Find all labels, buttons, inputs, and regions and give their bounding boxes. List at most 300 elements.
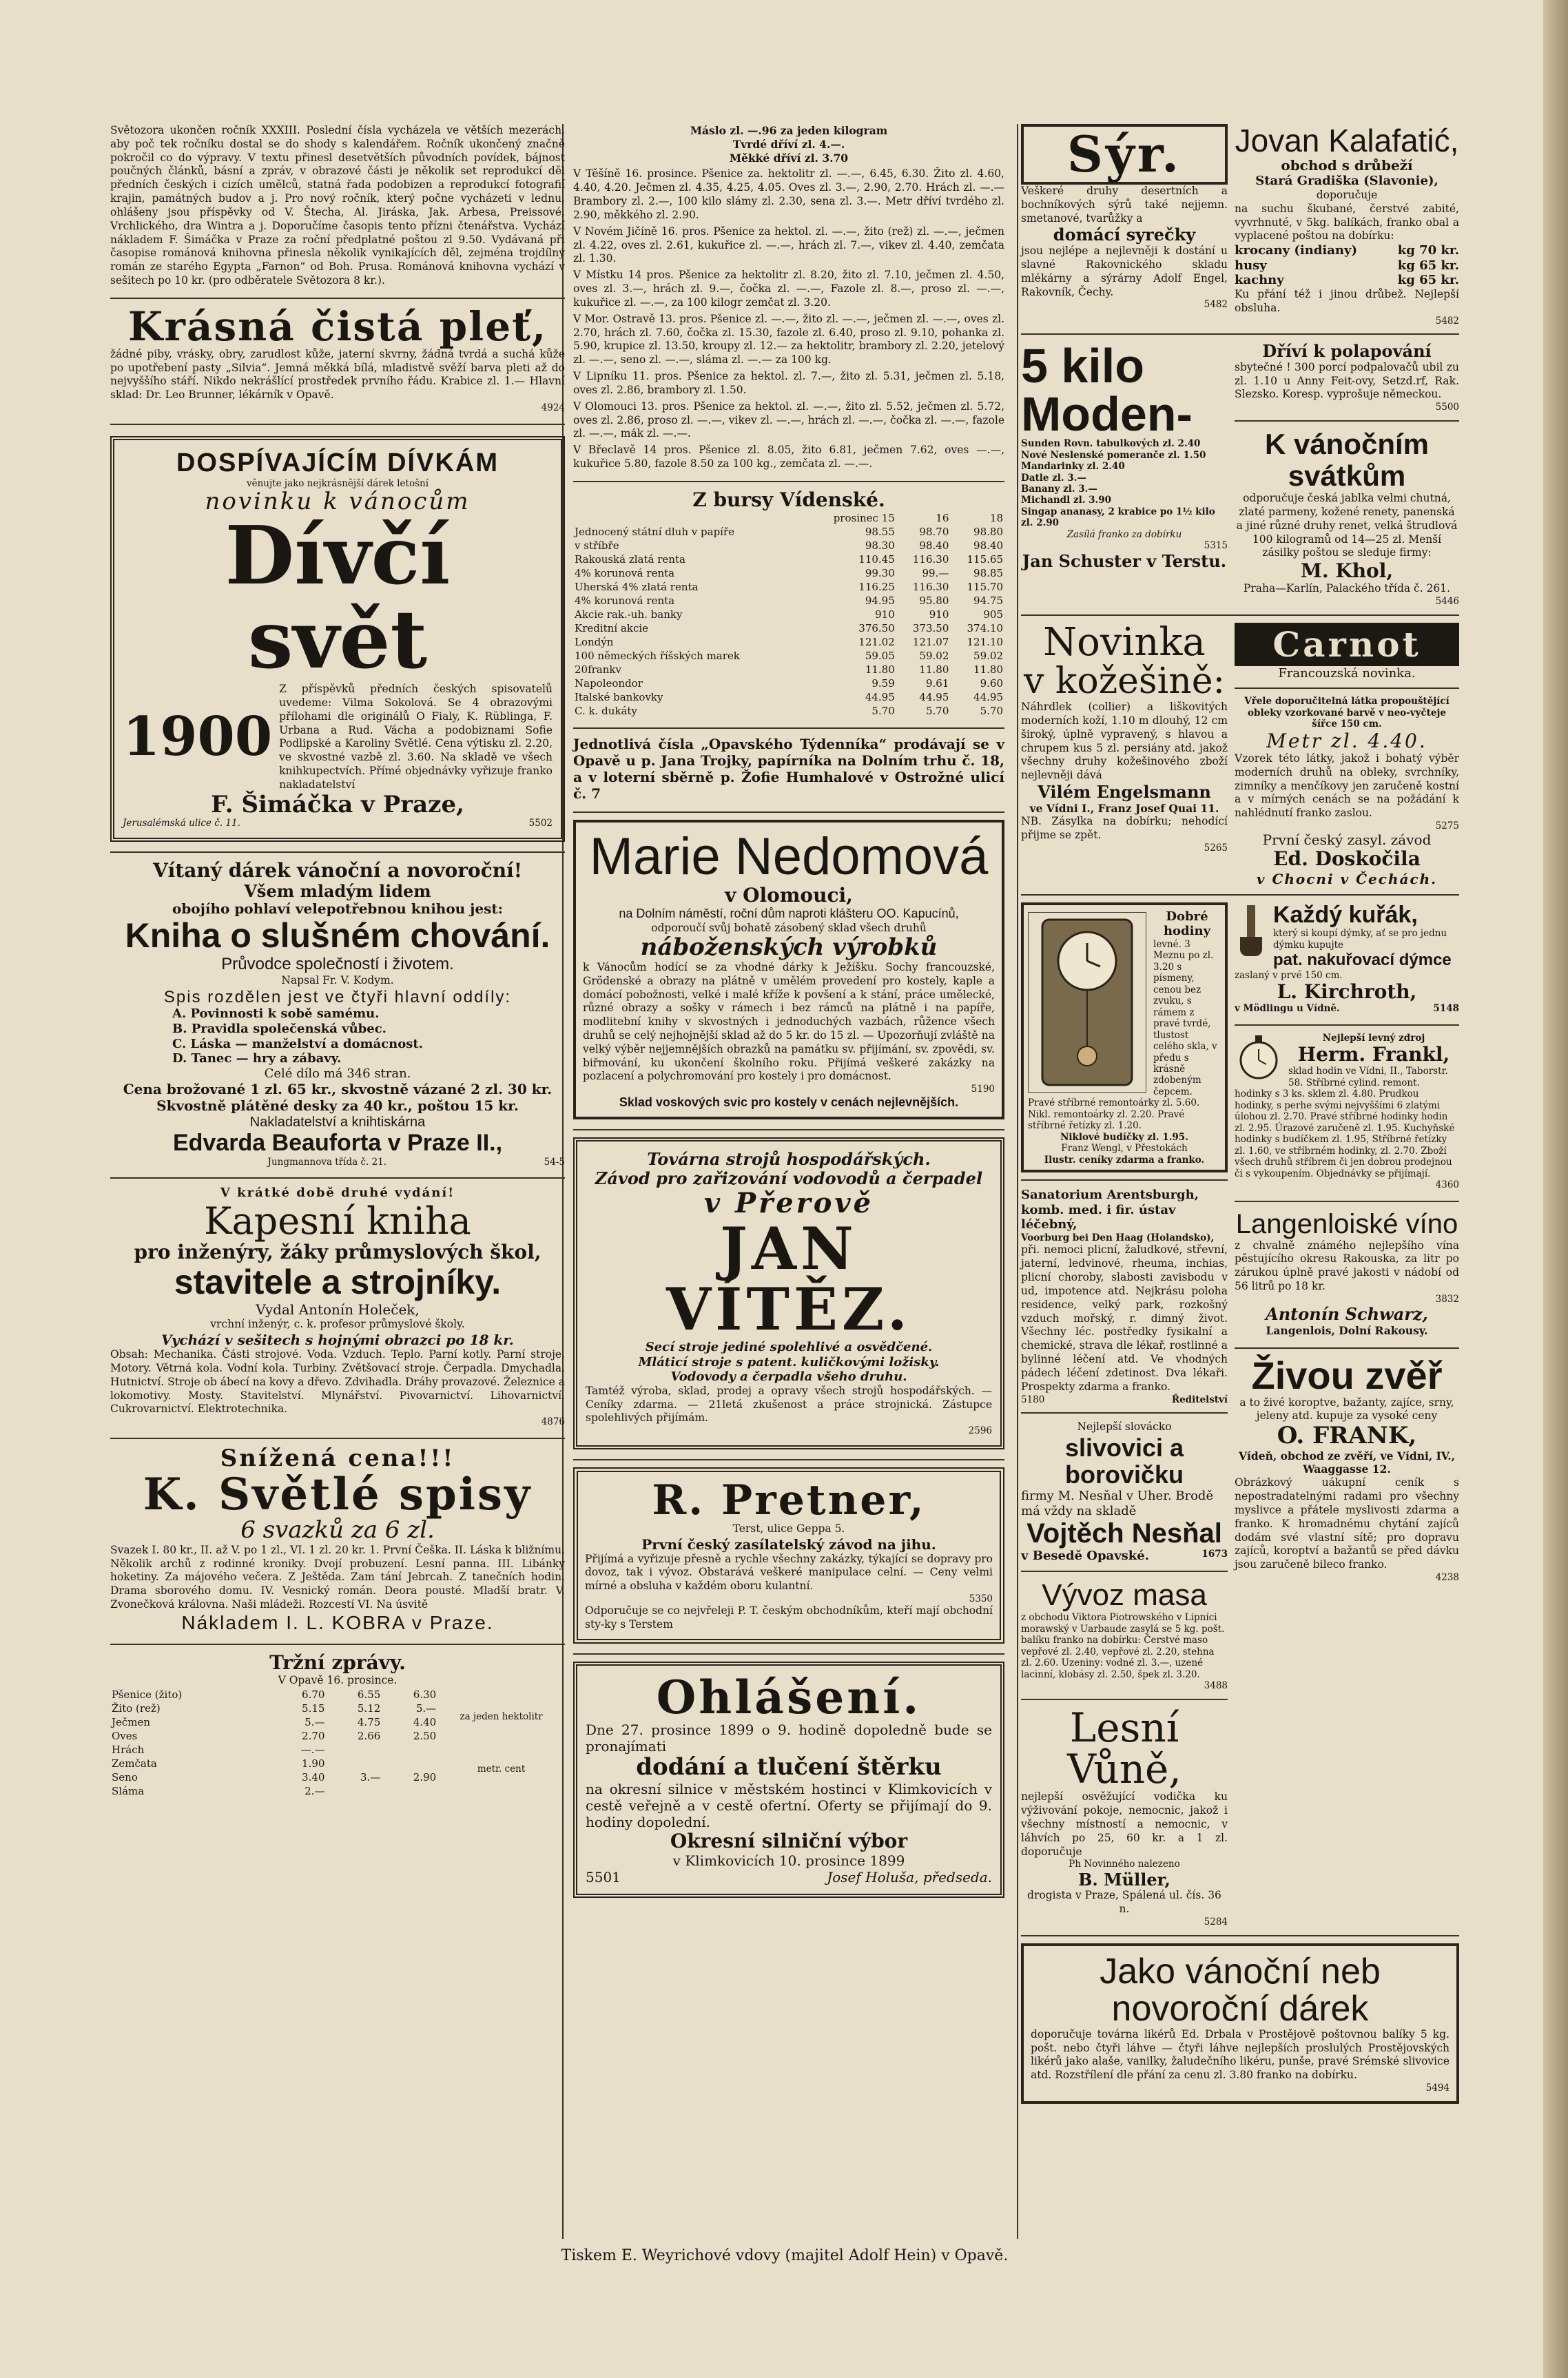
ad-code: 54-5	[544, 1156, 565, 1168]
market-reports	[573, 124, 1004, 471]
divider	[110, 1177, 565, 1179]
row-value: 115.70	[967, 581, 1003, 594]
vitany-line1: Všem mladým lidem	[244, 880, 431, 901]
vitany-headline: Vítaný dárek vánoční a novoroční!	[152, 858, 523, 882]
divider	[1235, 1024, 1459, 1026]
kalafatic-name: Jovan Kalafatić,	[1235, 123, 1459, 158]
hodiny-alarm: Niklové budíčky zl. 1.95.	[1060, 1131, 1188, 1143]
bursa-table	[573, 489, 1004, 718]
moden-line: Mandarinky zl. 2.40	[1021, 461, 1125, 473]
divider	[1021, 1571, 1228, 1572]
row-label: Napoleondor	[575, 677, 643, 690]
kniha-part: C. Láska — manželství a domácnost.	[172, 1036, 423, 1051]
lesni-body: nejlepší osvěžující vodička ku výživování pokoje, nemocnic, jakož i všechny místností a nemocnic, v láhvích po 25, 60 kr. a 1 zl. doporučuje	[1021, 1790, 1228, 1858]
langen-body: z chvalně známého nejlepšího vína pěstujícího okresu Rakouska, za litr po zárukou úplně pravé jakosti v nádobí od 56 litrů po 18 kr.	[1235, 1239, 1459, 1292]
slivovice-addr: v Besedě Opavské.	[1021, 1549, 1149, 1564]
ad-code: 5500	[1435, 402, 1459, 413]
kalafatic-item-price: kg 65 kr.	[1397, 258, 1459, 273]
hodiny-name: Franz Wengl, v Přestokách	[1061, 1143, 1188, 1155]
drivi-title: Dříví k polapování	[1262, 341, 1432, 362]
divider	[110, 1644, 565, 1645]
hodiny-footer: Ilustr. ceníky zdarma a franko.	[1044, 1154, 1205, 1166]
row-value: 98.40	[973, 539, 1003, 552]
ohlaseni-item: dodání a tlučení štěrku	[636, 1753, 942, 1781]
trzni-row	[110, 1702, 437, 1715]
vanocnim-title: K vánočním svátkům	[1264, 427, 1430, 492]
row-value: 121.10	[967, 636, 1003, 649]
row-label: Akcie rak.-uh. banky	[575, 608, 683, 621]
carnot-ad	[1235, 623, 1459, 887]
row-label: 4% korunová renta	[575, 567, 675, 580]
drivi-body: sbytečné ! 300 porcí podpalovačů ubil zu zl. 1.10 u Anny Feit-ovy, Setzd.rf, Rak. Slezsko. Koresp. vyprošuje německou.	[1235, 360, 1459, 401]
pretner-name: R. Pretner,	[652, 1476, 926, 1524]
moden-name: Jan Schuster v Terstu.	[1022, 550, 1227, 571]
right-subcolumn	[1235, 902, 1459, 1928]
trzni-zpravy	[110, 1652, 565, 1798]
kniha-publisher-3: Jungmannova třída č. 21.	[267, 1156, 387, 1168]
vitez-top2: Závod pro zařizování vodovodů a čerpadel	[595, 1168, 983, 1188]
row-value: 59.02	[973, 650, 1003, 663]
zver-name: O. FRANK,	[1277, 1422, 1417, 1450]
maso-body: z obchodu Viktora Piotrowského v Lipníci morawský v Uarbaude zasylá se 5 kg. pošt. balíku franko na dobírku: Čerstvé maso vepřové zl. 2.40, vepřové zl. 2.20, stehna zl. 2.60. Uzeniny: vodné zl. 3.—, uzené lacinní, klobásy zl. 2.50, špek zl. 3.20.	[1021, 1612, 1225, 1680]
bursa-row	[573, 635, 1004, 649]
row-value: 94.75	[973, 594, 1003, 608]
row-value: 374.10	[967, 622, 1003, 635]
ad-code: 5265	[1204, 842, 1228, 854]
opavsky-notice: Jednotlivá čísla „Opavského Týdenníka“ prodávají se v Opavě u p. Jana Trojky, papírníka na Dolním trhu č. 18, a v loterní sběrně p. Žofie Humhalové v Ostrožné ulicí č. 7	[573, 736, 1004, 803]
row-label: Rakouská zlatá renta	[575, 553, 685, 566]
divci-address: Jerusalémská ulice č. 11.	[123, 818, 240, 829]
vitez-name: JAN VÍTĚZ.	[666, 1214, 912, 1343]
kalafatic-item: krocany (indiany)	[1235, 243, 1357, 258]
ad-code: 3832	[1435, 1293, 1459, 1305]
kalafatic-item-price: kg 70 kr.	[1397, 243, 1459, 258]
svetle-body: Svazek I. 80 kr., II. až V. po 1 zl., VI. 1 zl. 20 kr. 1. První Češka. II. Láska k bližnímu. Několik archů z rodinné kroniky. Dvojí probuzení. Lesní panna. III. Libánky hoketiny. Za májového večera. Z Ještěda. Zam tání Jebrcah. Z tanečních hodin. Drama sborového domu. IV. Vesnický román. Deora pousté. Mladší bratr. V. Zvonečková královna. Naši mládeži. Rozcestí VI. Na úsvitě	[110, 1543, 565, 1611]
row-label: 100 německých říšských marek	[575, 650, 740, 663]
ohlaseni-sign: Okresní silniční výbor	[670, 1829, 908, 1852]
row-value: 5.70	[925, 705, 949, 718]
carnot-body2: Vzorek této látky, jakož i bohatý výběr moderních druhů na obleky, svrchníky, zimníky a menčíkovy jen zaručeně kostní a v mírných cenách se na požádání k nahlédnutí franko zaslou.	[1235, 752, 1459, 820]
trzni-city: V Opavě 16. prosince.	[278, 1674, 398, 1687]
row-value: 5.70	[871, 705, 895, 718]
syr-body: Veškeré druhy desertních a bochníkových sýrů také nejjemn. smetanové, tvarůžky a	[1021, 185, 1228, 225]
ad-code: 5502	[528, 818, 553, 829]
vitez-ad	[573, 1137, 1004, 1449]
row-label: C. k. dukáty	[575, 705, 637, 718]
ad-code: 4360	[1435, 1179, 1459, 1191]
divider	[1021, 614, 1459, 616]
moden-line: Michandl zl. 3.90	[1021, 495, 1112, 506]
hodiny-body: levné. 3 Meznu po zl. 3.20 s písmeny, cenou bez zvuku, s rámem z pravé tvrdé, tlustost celého skla, v předu s krásně zdobeným čepcem. Pravé stříbrné remontoárky zl. 5.60. Nikl. remontoárky zl. 2.20. Pravé stříbrné řetízky zl. 1.20.	[1028, 938, 1217, 1132]
divider	[1235, 1347, 1459, 1349]
frankl-name: Herm. Frankl,	[1297, 1043, 1450, 1066]
divider	[110, 298, 565, 299]
row-value: 98.70	[919, 526, 949, 539]
kurak-price: zaslaný v prvé 150 cm.	[1235, 969, 1343, 981]
svetle-publisher: Nákladem I. L. KOBRA v Praze.	[181, 1611, 494, 1633]
ad-code: 5180	[1021, 1394, 1045, 1405]
row-value: 44.95	[865, 691, 895, 704]
carnot-body: Vřele doporučitelná látka propouštějící obleky vzorkované barvě v neo-vyčteje šířce 150 cm.	[1244, 696, 1450, 730]
kurak-pat: pat. nakuřovací dýmce	[1273, 950, 1452, 969]
vitez-sub3: Vodovody a čerpadla všeho druhu.	[670, 1369, 907, 1385]
kniha-chovani-ad	[110, 860, 565, 1168]
ad-code: 5482	[1435, 315, 1459, 327]
svetle-spisy-ad	[110, 1446, 565, 1634]
hodiny-ad	[1021, 902, 1228, 1928]
column-right	[1021, 124, 1459, 2113]
sanat-city: Voorburg bei Den Haag (Holandsko),	[1021, 1232, 1215, 1243]
row-value: 116.25	[858, 581, 895, 594]
row-value: 2.70	[302, 1730, 325, 1743]
kurak-title: Každý kuřák,	[1273, 901, 1418, 928]
moden-footer: Zasílá franko za dobírku	[1066, 528, 1182, 540]
divider	[1021, 1699, 1228, 1700]
divci-title: Dívčí svět	[225, 509, 451, 687]
bursa-row	[573, 552, 1004, 566]
trzni-row	[110, 1770, 437, 1784]
svetozor-notice: Světozora ukončen ročník XXXIII. Poslední čísla vycházela ve větších mezerách, aby poč tek ročníku dostal se do shody s kalendářem. Ročník ukončený značně pokročil co do výpravy. V textu přinesl desetvětších původních povídek, bájnost poučných článků, básní a zpráv, v obrazové části je několik set reprodukcí děl předních českých i cizích umělců, statná řada podobizen a reprodukcí fotografií krajin, památných budov a j. Pro nový ročník, který počne vycházeti v lednu, ohlášeny jsou příspěvky od V. Štecha, Al. Jiráska, Jak. Arbesa, Preissové, Vrchlického, dra Wintra a j. Doporučíme časopis tento přízni čtenářstva. Vychází nákladem F. Šimáčka v Praze za roční předplatné poštou zl 9.50. Vydávaná při časopise románová knihovna přinesla několik vynikajících děl, zejména trojdílný román ze starého Egypta „Farnon“ od Boh. Prusa. Románová knihovna vychází v sešitech po 10 kr. (pro odběratele Světozora 8 kr.).	[110, 124, 565, 287]
pleti-ad	[110, 302, 565, 414]
divider	[1021, 1412, 1228, 1414]
trzni-row	[110, 1729, 437, 1743]
drivi-ad	[1235, 342, 1459, 608]
kapesni-body: Obsah: Mechanika. Části strojové. Voda. Vzduch. Teplo. Parní kotly. Parní stroje. Motory. Větrná kola. Vodní kola. Turbiny. Zvětšovací stroje. Čerpadla. Dmychadla. Hutnictví. Stroje ob ábecí na kovy a dřevo. Zdvihadla. Dráhy provazové. Železnice a lokomotivy. Mosty. Stavitelství. Mlynářství. Pivovarnictví. Lihovarnictví. Cukrovarnictví. Elektrotechnika.	[110, 1348, 565, 1416]
kniha-author: Napsal Fr. V. Kodym.	[281, 973, 394, 986]
ohlaseni-body: Dne 27. prosince 1899 o 9. hodině dopoledně bude se pronajímati	[586, 1722, 992, 1755]
row-value: 110.45	[858, 553, 895, 566]
row-value: 910	[929, 608, 949, 621]
ad-code: 4924	[541, 402, 565, 414]
sanat-sub: komb. med. i fir. ústav léčebný,	[1021, 1202, 1176, 1232]
kniha-parts-head: Spis rozdělen jest ve čtyři hlavní oddíly:	[163, 987, 512, 1006]
sanat-body: při. nemoci plicní, žaludkové, střevní, jaterní, ledvinové, rheuma, inchias, plicní choroby, slabosti zavisbodu v ud, impotence atd. Nejkrásu poloha residence, velký park, rozkošný vzduch mořský, r. dimný život. Všechny léc. postředky fysikalní a chemické, strava dle lékař, rostlinné a bylinné léčení atd. Ve vhodných pádech léčení zdetinost. Dva lékaři. Prospekty zdarma a franko.	[1021, 1243, 1228, 1393]
row-label: Londýn	[575, 636, 614, 649]
row-value: 3.—	[360, 1771, 381, 1784]
divider	[110, 1438, 565, 1439]
slivovice-title: slivovici a borovičku	[1064, 1433, 1184, 1489]
row-value: 6.55	[357, 1688, 381, 1702]
vitez-sub2: Mláticí stroje s patent. kuličkovými ložisky.	[638, 1354, 940, 1369]
trzni-row	[110, 1715, 437, 1729]
darek-title: Jako vánoční neb novoroční dárek	[1100, 1951, 1381, 2029]
sanat-title: Sanatorium Arentsburgh,	[1021, 1188, 1199, 1203]
svetle-sets: 6 svazků za 6 zl.	[240, 1516, 435, 1544]
row-value: 5.12	[357, 1702, 381, 1715]
trzni-unit2: metr. cent	[477, 1764, 526, 1775]
divider	[573, 1129, 1004, 1130]
kapesni-for: pro inženýry, žáky průmyslových škol,	[134, 1241, 541, 1264]
row-value: 1.90	[302, 1757, 325, 1770]
zver-body: a to živé koroptve, bažanty, zajíce, srny, jeleny atd. kupuje za vysoké ceny	[1239, 1396, 1454, 1423]
row-label: Kreditní akcie	[575, 622, 649, 635]
kalafatic-items	[1235, 243, 1459, 288]
row-value: 373.50	[912, 622, 949, 635]
moden-line: Singap ananasy, 2 krabice po 1½ kilo zl. 2.90	[1021, 506, 1215, 529]
row-value: 9.59	[871, 677, 895, 690]
market-line: Tvrdé dříví zl. 4.—.	[732, 137, 845, 151]
row-value: 11.80	[973, 663, 1003, 676]
langen-ad	[1235, 1209, 1459, 1338]
trzni-unit1: za jeden hektolitr	[460, 1710, 543, 1722]
syr-domaci: domácí syrečky	[1053, 225, 1196, 245]
kozesina-ad	[1021, 619, 1228, 887]
row-label: v stříbře	[575, 539, 619, 552]
row-value: 44.95	[973, 691, 1003, 704]
kniha-subtitle: Průvodce společností i životem.	[221, 955, 454, 974]
row-value: 11.80	[919, 663, 949, 676]
novinka-name: Vilém Engelsmann	[1038, 782, 1211, 803]
carnot-price: Metr zl. 4.40.	[1266, 729, 1427, 752]
vitez-sub1: Secí stroje jediné spolehlivé a osvědčené.	[645, 1339, 933, 1354]
trzni-row	[110, 1743, 437, 1757]
row-label: Jednocený státní dluh v papíře	[575, 526, 735, 539]
divci-publisher: F. Šimáčka v Praze,	[211, 790, 464, 818]
row-value: 11.80	[865, 663, 895, 676]
bursa-row	[573, 580, 1004, 594]
row-label: Oves	[112, 1730, 138, 1743]
row-value: 3.40	[302, 1771, 325, 1784]
carnot-title: Carnot	[1235, 623, 1459, 666]
kapesni-for2: stavitele a strojníky.	[174, 1263, 502, 1302]
row-value: 5.70	[980, 705, 1003, 718]
bursa-row	[573, 539, 1004, 552]
divider	[573, 727, 1004, 729]
row-label: Sláma	[112, 1785, 145, 1798]
divider	[1235, 687, 1459, 689]
bursa-row	[573, 704, 1004, 718]
kalafatic-sub: obchod s drůbeží	[1281, 157, 1413, 174]
divider	[1021, 1935, 1459, 1936]
market-line: V Novém Jičíně 16. pros. Pšenice za hektol. zl. —.—, žito (rež) zl. —.—, ječmen zl. 4.22, oves zl. 2.61, kukuřice zl. —.—, hrách zl. 7.—, vikev zl. 4.40, zemčata zl. 1.30.	[573, 225, 1004, 265]
ohlaseni-by: Josef Holuša, předseda.	[827, 1868, 992, 1885]
nedomova-goods: náboženských výrobků	[640, 933, 938, 962]
ohlaseni-title: Ohlášení.	[656, 1671, 922, 1725]
vanocnim-body: odporučuje česká jablka velmi chutná, zlaté parmeny, kožené renety, panenská a jiné různé druhy renet, velká štrudlová 100 kilogramů od 14—25 zl. Menší zásilky poštou se sleduje firmy:	[1236, 492, 1458, 559]
slivovice-body: firmy M. Nesňal v Uher. Brodě má vždy na skladě	[1021, 1489, 1214, 1518]
row-value: 905	[983, 608, 1003, 621]
kalafatic-item-price: kg 65 kr.	[1397, 273, 1459, 288]
row-value: 98.85	[973, 567, 1003, 580]
zver-title: Živou zvěř	[1251, 1353, 1443, 1397]
row-value: 116.30	[912, 553, 949, 566]
divci-top: DOSPÍVAJÍCÍM DÍVKÁM	[176, 448, 499, 477]
divider	[1235, 420, 1459, 422]
kniha-part: A. Povinnosti k sobě samému.	[172, 1006, 380, 1022]
row-value	[326, 1743, 382, 1757]
row-value: 98.80	[973, 526, 1003, 539]
row-value: 2.—	[305, 1785, 325, 1798]
svetle-title: K. Světlé spisy	[143, 1469, 533, 1521]
moden-line: Datle zl. 3.—	[1021, 472, 1086, 484]
bursa-date: 18	[989, 512, 1003, 525]
row-value: 44.95	[919, 691, 949, 704]
ad-code: 1673	[1201, 1549, 1228, 1560]
row-label: 20frankv	[575, 663, 621, 676]
vitez-city: v Přerově	[703, 1186, 874, 1219]
drbal-ad	[1021, 1943, 1459, 2104]
row-value: 121.02	[858, 636, 895, 649]
divider	[573, 811, 1004, 813]
row-label: Žito (rež)	[112, 1702, 161, 1715]
row-value: 910	[875, 608, 895, 621]
divider	[1235, 1201, 1459, 1202]
printer-imprint: Tiskem E. Weyrichové vdovy (majitel Adolf Hein) v Opavě.	[561, 2247, 1009, 2264]
lesni-title: Lesní Vůně,	[1067, 1704, 1182, 1793]
trzni-row	[110, 1784, 437, 1798]
frankl-ad	[1235, 1033, 1459, 1191]
kalafatic-city: Stará Gradiška (Slavonie),	[1255, 174, 1438, 189]
kalafatic-item: husy	[1235, 258, 1267, 273]
divider	[110, 424, 565, 425]
bursa-date: 16	[936, 512, 949, 525]
novinka-body: Náhrdlek (collier) a liškovitých moderních koží, 1.10 m dlouhý, 12 cm široký, úplně vypravený, s hlavou a chrupem kus 5 zl. persiány atd. jakož všechny druhy kožešinového zboží nejlevněji dává	[1021, 701, 1228, 782]
kapesni-author: Vydal Antonín Holeček,	[256, 1301, 420, 1319]
divider	[573, 481, 1004, 482]
ad-code: 2596	[968, 1425, 992, 1437]
vitez-body: Tamtéž výroba, sklad, prodej a opravy všech strojů hospodářských. — Ceníky zdarma. — 21letá zkušenost a práce strojnická. Zástupce spolehlivých přijímám.	[586, 1384, 992, 1425]
carnot-name: Ed. Doskočila	[1273, 847, 1421, 871]
moden-lines	[1021, 438, 1228, 529]
pretner-footer: Odporučuje se co nejvřeleji P. T. českým obchodníkům, kteří mají obchodní sty-ky s Terstem	[585, 1604, 993, 1631]
row-value: 99.—	[922, 567, 949, 580]
novinka-note: NB. Zásylka na dobírku; nehodící přijme se zpět.	[1021, 815, 1228, 842]
pocket-watch-icon	[1235, 1033, 1283, 1081]
row-value: 5.—	[415, 1702, 437, 1715]
pretner-body: Přijímá a vyřizuje přesně a rychle všechny zakázky, týkající se dopravy pro dovoz, tak i vývoz. Obstarává veškeré manipulace celní. — Ceny velmi mírné a obsluha v každém oboru kulantní.	[585, 1552, 993, 1593]
bursa-row	[573, 676, 1004, 690]
row-value	[382, 1743, 437, 1757]
row-value: —.—	[300, 1744, 325, 1757]
ad-code: 4238	[1435, 1572, 1459, 1583]
darek-body: doporučuje továrna likérů Ed. Drbala v Prostějově poštovnou balíky 5 kg. pošt. nebo čtyři láhve — čtyři láhve nejlepších proslulých Prostějovských likérů jako alaše, vanilky, žaludečního likéru, punše, pravé Srémské slivovice atd. Rozstřílení dle přání za cenu zl. 3.80 franko na dobírku.	[1031, 2027, 1450, 2082]
maso-title: Vývoz masa	[1042, 1578, 1207, 1612]
row-value: 2.90	[413, 1771, 437, 1784]
kniha-parts-list	[110, 1006, 565, 1066]
ohlaseni-place: v Klimkovicích 10. prosince 1899	[672, 1852, 905, 1869]
bursa-row	[573, 566, 1004, 580]
kalafatic-note: Ku přání též i jinou drůbež. Nejlepší obsluha.	[1235, 287, 1459, 314]
row-value: 98.55	[865, 526, 895, 539]
row-label: Ječmen	[112, 1716, 151, 1729]
row-value	[326, 1757, 382, 1770]
ad-code: 5350	[969, 1593, 993, 1604]
bursa-kurs-table	[573, 511, 1004, 718]
kurak-ad	[1235, 902, 1459, 1015]
divider	[1021, 1179, 1228, 1181]
row-value: 5.—	[305, 1716, 325, 1729]
frankl-body: sklad hodin ve Vídni, II., Taborstr. 58. Stříbrné cylind. remont. hodinky s 3 ks. sklem zl. 4.80. Prudkou hodinky, s perhe svými nejvyššími 6 zlatými úlohou zl. 2.70. Pravé stříbrné hodinky hodin zl. 2.95. Úrazové zaručeně zl. 1.95. Kuchyňské hodinky s budíčkem zl. 1.95, Stříbrné řetízky zl. 1.60, ve stříbrném hodinky, zl. 2.70. Zboží všech druhů stříbrem či jen dobrou prodejnou či s vykoupením. Objednávky se přijímají.	[1235, 1066, 1455, 1179]
pipe-icon	[1235, 902, 1268, 958]
ad-code: 5315	[1204, 540, 1228, 552]
carnot-city: v Chocni v Čechách.	[1256, 870, 1438, 887]
pleti-headline: Krásná čistá pleť,	[127, 302, 548, 350]
moden-line: Banany zl. 3.—	[1021, 483, 1097, 495]
kniha-publisher-1: Nakladatelství a knihtiskárna	[249, 1115, 426, 1130]
wall-clock-icon	[1028, 912, 1146, 1093]
ad-code: 5494	[1425, 2082, 1450, 2094]
kniha-price: Cena brožované 1 zl. 65 kr., skvostně vázané 2 zl. 30 kr. Skvostně plátěné desky za 40 kr., poštou 15 kr.	[123, 1081, 553, 1115]
syr-body2: jsou nejlépe a nejlevněji k dostání u slavné Rakovnického skladu mlékárny a sýrárny Adolf Engel, Rakovník, Čechy.	[1021, 245, 1228, 298]
row-label: 4% korunová renta	[575, 594, 675, 608]
market-line: V Břeclavě 14 pros. Pšenice zl. 8.05, žito 6.81, ječmen 7.62, oves —.—, kukuřice 5.80, fazole 8.50 za 100 kg., zemčata zl. —.—.	[573, 444, 1004, 471]
row-label: Hrách	[112, 1744, 145, 1757]
kurak-body: který si koupí dýmky, ať se pro jednu dýmku kupujte	[1273, 928, 1447, 951]
trzni-title: Tržní zprávy.	[269, 1651, 406, 1675]
column-middle	[565, 124, 1013, 1907]
row-value	[326, 1784, 382, 1798]
row-value: 6.70	[302, 1688, 325, 1702]
ad-code: 3488	[1204, 1680, 1228, 1692]
nedomova-addr: na Dolním náměstí, roční dům naproti klášteru OO. Kapucínů,	[619, 907, 959, 921]
nedomova-body: k Vánocům hodící se za vhodné dárky k Ježíšku. Sochy francouzské, Grödenské a obrazy na plátně v umělém provedení pro kostely, kaple a domácí pobožnosti, velké i malé kříže k povšení a k stání, práce umělecké, různé obrazy a sošky v rámech i bez rámců na plátně i na papíře, modlitební knihy v skvostných i jednoduchých vazbách, růžence všech druhů se celý nejhojnější sklad až do 5 kr. do 15 zl. — Upozorňují zvláště na velký výběr nejjemnějších obrazků na památku sv. přijímání, sv. zpovědi, sv. biřmování, ku ukončení školního roku. Přijímá veškeré zakázky na pozlacení a polychromování pro kostely i pro domácnost.	[583, 960, 995, 1083]
kniha-publisher-2: Edvarda Beauforta v Praze II.,	[172, 1130, 503, 1157]
syr-title: Sýr.	[1021, 124, 1228, 185]
ad-code: 5446	[1435, 596, 1459, 608]
bursa-row	[573, 594, 1004, 608]
lesni-addr: drogista v Praze, Spálená ul. čís. 36 n.	[1027, 1889, 1221, 1916]
divider	[1021, 894, 1459, 896]
row-value: 98.30	[865, 539, 895, 552]
trzni-table	[110, 1688, 437, 1798]
kapesni-kniha-ad	[110, 1186, 565, 1428]
divci-sub: věnujte jako nejkrásnější dárek letošní	[246, 477, 429, 489]
row-label: Italské bankovky	[575, 691, 663, 704]
novinka-title: Novinka	[1043, 619, 1206, 665]
row-value: 59.05	[865, 650, 895, 663]
ohlaseni-body2: na okresní silnice v městském hostinci v Klimkovicích v cestě veřejně a v cestě ofertní. Oferty se přijímají do 9. hodiny dopolední.	[586, 1780, 992, 1830]
market-line: Měkké dříví zl. 3.70	[729, 151, 849, 165]
ad-code: 5275	[1435, 820, 1459, 831]
kniha-part: B. Pravidla společenská vůbec.	[172, 1021, 386, 1036]
kapesni-out: Vychází v sešitech s hojnými obrazci po 18 kr.	[161, 1332, 514, 1349]
vitez-top1: Továrna strojů hospodářských.	[647, 1149, 931, 1170]
row-value	[382, 1784, 437, 1798]
row-label: Seno	[112, 1771, 138, 1784]
ad-code: 5501	[586, 1868, 621, 1885]
divci-novinka: novinku k vánocům	[205, 488, 471, 516]
syr-ad	[1021, 124, 1228, 327]
row-value: 5.15	[302, 1702, 325, 1715]
bursa-row	[573, 663, 1004, 676]
carnot-sub: Francouzská novinka.	[1278, 665, 1416, 681]
row-value: 9.61	[925, 677, 949, 690]
ohlaseni-ad	[573, 1662, 1004, 1898]
trzni-row	[110, 1757, 437, 1770]
moden-title: 5 kilo Moden-	[1021, 339, 1193, 442]
pretner-addr: Terst, ulice Geppa 5.	[732, 1522, 845, 1535]
row-value: 6.30	[413, 1688, 437, 1702]
row-value: 4.75	[357, 1716, 381, 1729]
ad-code: 4876	[541, 1416, 565, 1428]
sanat-sign: Ředitelství	[1171, 1394, 1228, 1405]
kniha-title: Kniha o slušném chování.	[125, 916, 550, 955]
row-value: 9.60	[980, 677, 1003, 690]
moden-line: Sunden Rovn. tabulkových zl. 2.40	[1021, 438, 1201, 450]
ad-code: 5284	[1204, 1916, 1228, 1928]
langen-name: Antonín Schwarz,	[1266, 1304, 1428, 1325]
divider	[1021, 333, 1459, 335]
row-value: 115.65	[967, 553, 1003, 566]
carnot-tag: První český zasyl. závod	[1262, 831, 1432, 849]
bursa-row	[573, 649, 1004, 663]
moden-ad	[1021, 339, 1228, 608]
divci-svet-ad	[110, 436, 565, 842]
novinka-title2: v kožešině:	[1024, 661, 1225, 703]
ad-code: 5482	[1204, 299, 1228, 311]
kurak-addr: v Mödlingu u Vídně.	[1235, 1003, 1340, 1015]
row-label: Uherská 4% zlatá renta	[575, 581, 699, 594]
